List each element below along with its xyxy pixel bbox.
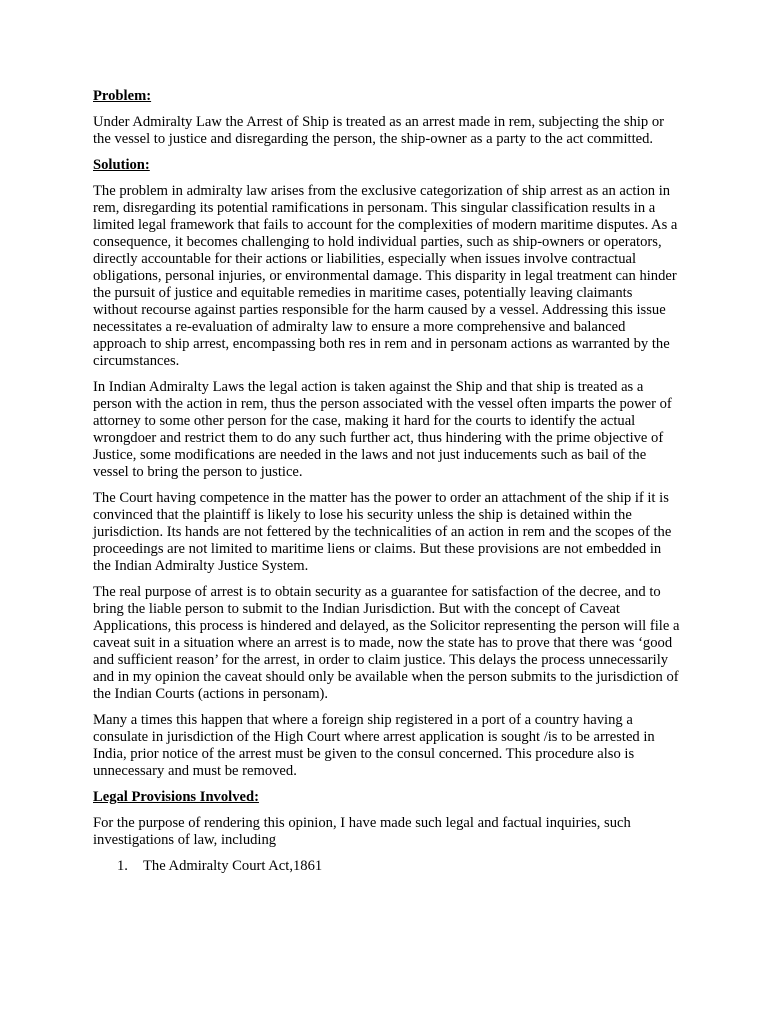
legal-provisions-heading: Legal Provisions Involved: xyxy=(93,789,259,805)
solution-heading: Solution: xyxy=(93,157,150,173)
problem-paragraph: Under Admiralty Law the Arrest of Ship is treated as an arrest made in rem, subjecting the ship or the vessel to justice and disregarding the person, the ship-owner as a party to the act committed. xyxy=(93,114,665,147)
solution-paragraph-5: Many a times this happen that where a foreign ship registered in a port of a country having a consulate in jurisdiction of the High Court where arrest application is sought /is to be arrested in India, prior notice of the arrest must be given to the consul concerned. This procedure also is unnecessary and must be removed. xyxy=(93,712,655,779)
problem-heading: Problem: xyxy=(93,88,152,104)
legal-provisions-list xyxy=(93,858,680,875)
list-item-number: 1. xyxy=(117,858,128,874)
solution-paragraph-3: The Court having competence in the matter has the power to order an attachment of the ship if it is convinced that the plaintiff is likely to lose his security unless the ship is detained within the jurisdiction. Its hands are not fettered by the technicalities of an action in rem and the scopes of the proceedings are not limited to maritime liens or claims. But these provisions are not embedded in the Indian Admiralty Justice System. xyxy=(93,490,672,574)
solution-paragraph-1: The problem in admiralty law arises from the exclusive categorization of ship arrest as an action in rem, disregarding its potential ramifications in personam. This singular classification results in a limited legal framework that fails to account for the complexities of modern maritime disputes. As a consequence, it becomes challenging to hold individual parties, such as ship-owners or operators, directly accountable for their actions or liabilities, especially when issues involve contractual obligations, personal injuries, or environmental damage. This disparity in legal treatment can hinder the pursuit of justice and equitable remedies in maritime cases, potentially leaving claimants without recourse against parties responsible for the harm caused by a vessel. Addressing this issue necessitates a re-evaluation of admiralty law to ensure a more comprehensive and balanced approach to ship arrest, encompassing both res in rem and in personam actions as warranted by the circumstances. xyxy=(93,183,678,369)
list-item-text: The Admiralty Court Act,1861 xyxy=(143,858,323,874)
solution-paragraph-4: The real purpose of arrest is to obtain security as a guarantee for satisfaction of the decree, and to bring the liable person to submit to the Indian Jurisdiction. But with the concept of Caveat Applications, this process is hindered and delayed, as the Solicitor representing the person will file a caveat suit in a situation where an arrest is to made, now the state has to prove that there was ‘good and sufficient reason’ for the arrest, in order to claim justice. This delays the process unnecessarily and in my opinion the caveat should only be available when the person submits to the jurisdiction of the Indian Courts (actions in personam). xyxy=(93,584,680,702)
legal-provisions-paragraph: For the purpose of rendering this opinion, I have made such legal and factual inquiries, such investigations of law, including xyxy=(93,815,631,848)
list-item xyxy=(93,858,680,875)
solution-paragraph-2: In Indian Admiralty Laws the legal action is taken against the Ship and that ship is treated as a person with the action in rem, thus the person associated with the vessel often imparts the power of attorney to some other person for the case, making it hard for the courts to identify the actual wrongdoer and restrict them to do any such further act, thus hindering with the prime objective of Justice, some modifications are needed in the laws and not just inducements such as bail of the vessel to bring the person to justice. xyxy=(93,379,672,480)
